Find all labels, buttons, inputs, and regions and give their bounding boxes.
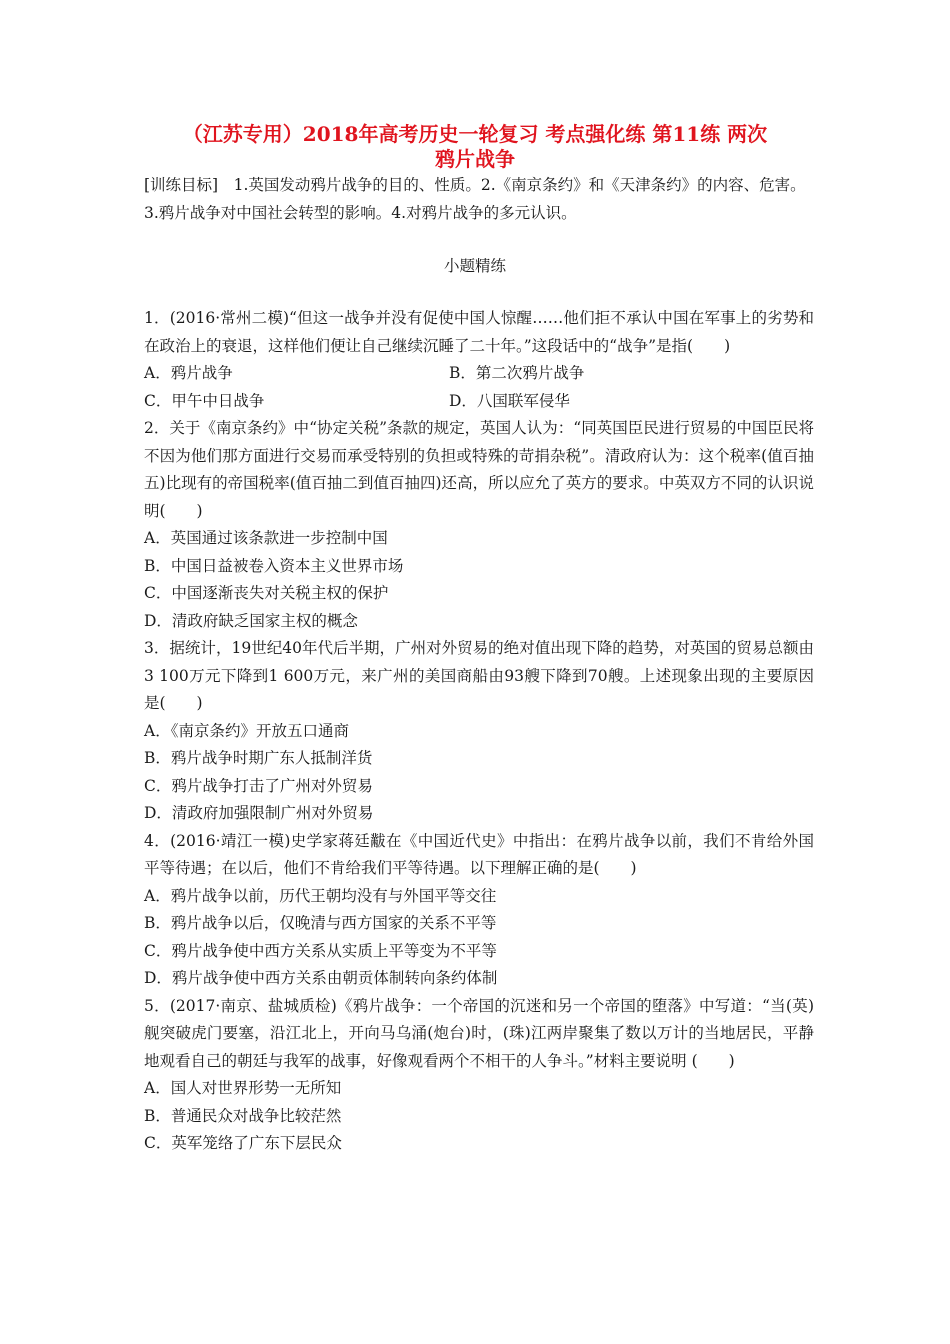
option-a: A．英国通过该条款进一步控制中国	[144, 529, 388, 547]
option-d: D．清政府缺乏国家主权的概念	[144, 611, 358, 630]
section-heading: 小题精练	[443, 257, 506, 275]
title-line-1: （江苏专用）2018年高考历史一轮复习 考点强化练 第11练 两次	[182, 122, 768, 146]
option-c: C．中国逐渐丧失对关税主权的保护	[144, 584, 389, 602]
question-1	[144, 305, 814, 415]
title-line-2: 鸦片战争	[435, 147, 515, 171]
question-stem: 4．(2016·靖江一模)史学家蒋廷黻在《中国近代史》中指出：在鸦片战争以前，我们不肯给外国平等待遇；在以后，他们不肯给我们平等待遇。以下理解正确的是( )	[144, 831, 814, 877]
option-b: B．鸦片战争以后，仅晚清与西方国家的关系不平等	[144, 914, 497, 932]
option-a: A．鸦片战争	[144, 364, 233, 382]
option-c: C．鸦片战争打击了广州对外贸易	[144, 776, 373, 795]
question-stem: 5．(2017·南京、盐城质检)《鸦片战争：一个帝国的沉迷和另一个帝国的堕落》中写道：“当(英)舰突破虎门要塞，沿江北上，开向马乌涌(炮台)时，(珠)江两岸聚集了数以万计的当地居民，平静地观看自己的朝廷与我军的战事，好像观看两个不相干的人争斗。”材料主要说明 ( )	[144, 996, 814, 1070]
option-c: C．鸦片战争使中西方关系从实质上平等变为不平等	[144, 941, 497, 960]
training-objectives: [训练目标] 1.英国发动鸦片战争的目的、性质。2.《南京条约》和《天津条约》的内容、危害。3.鸦片战争对中国社会转型的影响。4.对鸦片战争的多元认识。	[144, 176, 806, 222]
question-2	[144, 415, 814, 635]
question-stem: 2．关于《南京条约》中“协定关税”条款的规定，英国人认为：“同英国臣民进行贸易的中国臣民将不因为他们那方面进行交易而承受特别的负担或特殊的苛捐杂税”。清政府认为：这个税率(值百抽五)比现有的帝国税率(值百抽二到值百抽四)还高，所以应允了英方的要求。中英双方不同的认识说明( )	[144, 419, 814, 520]
option-b: B．第二次鸦片战争	[449, 364, 585, 382]
option-c: C．甲午中日战争	[144, 391, 265, 410]
document-title	[120, 122, 830, 172]
question-3	[144, 635, 814, 828]
question-4	[144, 828, 814, 993]
option-c: C．英军笼络了广东下层民众	[144, 1134, 342, 1152]
option-b: B．鸦片战争时期广东人抵制洋货	[144, 749, 373, 767]
question-stem: 3．据统计，19世纪40年代后半期，广州对外贸易的绝对值出现下降的趋势，对英国的贸易总额由3 100万元下降到1 600万元，来广州的美国商船由93艘下降到70艘。上述现象出现的主要原因是( )	[144, 639, 814, 712]
question-5	[144, 993, 814, 1158]
option-b: B．中国日益被卷入资本主义世界市场	[144, 556, 404, 575]
option-a: A．鸦片战争以前，历代王朝均没有与外国平等交往	[144, 886, 497, 905]
question-stem: 1．(2016·常州二模)“但这一战争并没有促使中国人惊醒……他们拒不承认中国在军事上的劣势和在政治上的衰退，这样他们便让自己继续沉睡了二十年。”这段话中的“战争”是指( )	[144, 309, 814, 355]
option-d: D．清政府加强限制广州对外贸易	[144, 804, 374, 822]
option-b: B．普通民众对战争比较茫然	[144, 1106, 342, 1125]
question-list	[144, 305, 814, 1158]
option-a: A．《南京条约》开放五口通商	[144, 721, 349, 740]
option-d: D．八国联军侵华	[449, 391, 570, 410]
option-d: D．鸦片战争使中西方关系由朝贡体制转向条约体制	[144, 969, 498, 987]
option-a: A．国人对世界形势一无所知	[144, 1079, 342, 1097]
